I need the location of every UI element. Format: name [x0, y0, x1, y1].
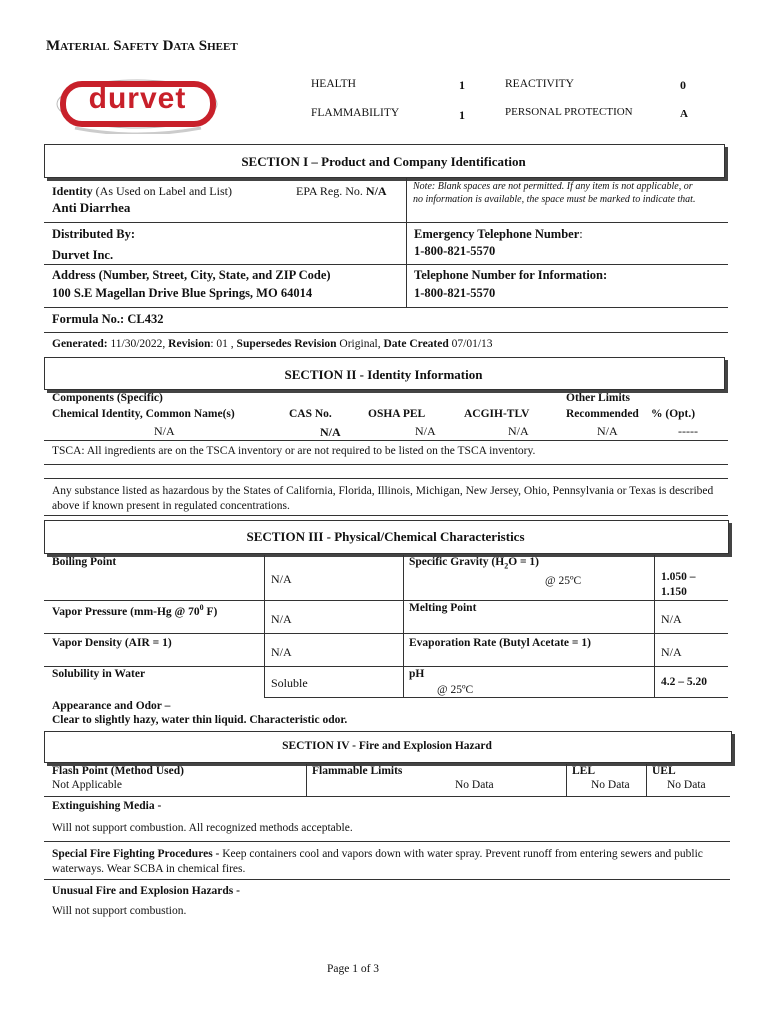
specific-gravity-value-2: 1.150: [661, 586, 687, 598]
distributor-value: Durvet Inc.: [52, 248, 114, 262]
lel-value: No Data: [591, 779, 630, 791]
col-acgih: ACGIH-TLV: [464, 408, 530, 420]
logo-wordmark: durvet: [88, 82, 187, 115]
flash-point-value: Not Applicable: [52, 779, 122, 791]
col-other-line1: Other Limits: [566, 392, 630, 404]
address-value: 100 S.E Magellan Drive Blue Springs, MO 64014: [52, 286, 313, 300]
emergency-phone-label: Emergency Telephone Number:: [414, 227, 583, 241]
lel-label: LEL: [572, 765, 596, 777]
info-phone-value: 1-800-821-5570: [414, 286, 496, 300]
cell-component: N/A: [154, 424, 175, 438]
rating-health-value: 1: [459, 78, 465, 92]
rating-flammability-value: 1: [459, 108, 465, 122]
document-title: Material Safety Data Sheet: [46, 38, 238, 54]
col-components-line2: Chemical Identity, Common Name(s): [52, 408, 235, 420]
col-components-line1: Components (Specific): [52, 392, 163, 404]
appearance-label: Appearance and Odor –: [52, 700, 171, 712]
melting-point-value: N/A: [661, 612, 682, 626]
section-1-title: SECTION I – Product and Company Identification: [241, 154, 526, 169]
blank-space-note: Note: Blank spaces are not permitted. If any item is not applicable, or no information is available, the space must be marked to indicate that.: [413, 181, 696, 205]
emergency-phone-value: 1-800-821-5570: [414, 244, 496, 258]
flammable-limits-value: No Data: [455, 779, 494, 791]
distributed-by-label: Distributed By:: [52, 227, 135, 241]
col-other-line2: Recommended: [566, 408, 639, 420]
boiling-point-label: Boiling Point: [52, 556, 117, 568]
melting-point-label: Melting Point: [409, 602, 477, 614]
vapor-pressure-value: N/A: [271, 612, 292, 626]
specific-gravity-value-1: 1.050 –: [661, 571, 696, 583]
state-hazard-statement: Any substance listed as hazardous by the States of California, Florida, Illinois, Michigan, New Jersey, Ohio, Pennsylvania or Texas is described above if known present in regulated concentrations.: [52, 485, 714, 512]
rating-ppe-label: PERSONAL PROTECTION: [505, 106, 633, 118]
solubility-value: Soluble: [271, 676, 308, 690]
unusual-hazards-label: Unusual Fire and Explosion Hazards -: [52, 885, 240, 897]
solubility-label: Solubility in Water: [52, 668, 146, 680]
vapor-density-label: Vapor Density (AIR = 1): [52, 637, 172, 649]
epa-reg-field: EPA Reg. No. N/A: [296, 184, 387, 198]
cell-other: N/A: [597, 424, 618, 438]
flash-point-label: Flash Point (Method Used): [52, 765, 184, 777]
durvet-logo: [55, 78, 220, 128]
rating-reactivity-label: REACTIVITY: [505, 78, 574, 90]
rating-ppe-value: A: [680, 108, 688, 120]
ph-temp: @ 25ºC: [437, 684, 474, 696]
generation-info: Generated: 11/30/2022, Revision: 01 , Supersedes Revision Original, Date Created 07/01/13: [52, 338, 493, 350]
unusual-hazards-value: Will not support combustion.: [52, 905, 187, 917]
specific-gravity-temp: @ 25ºC: [545, 575, 582, 587]
col-percent: % (Opt.): [651, 408, 696, 420]
address-label: Address (Number, Street, City, State, and ZIP Code): [52, 268, 331, 282]
col-osha: OSHA PEL: [368, 408, 426, 420]
rating-flammability-label: FLAMMABILITY: [311, 107, 400, 119]
info-phone-label: Telephone Number for Information:: [414, 268, 608, 282]
section-2-title: SECTION II - Identity Information: [284, 367, 483, 382]
extinguishing-media-label: Extinguishing Media -: [52, 800, 162, 812]
cell-cas: N/A: [320, 425, 341, 439]
rating-health-label: HEALTH: [311, 78, 356, 90]
evaporation-rate-value: N/A: [661, 645, 682, 659]
tsca-statement: TSCA: All ingredients are on the TSCA inventory or are not required to be listed on the TSCA inventory.: [52, 445, 536, 457]
col-cas: CAS No.: [289, 408, 332, 420]
boiling-point-value: N/A: [271, 572, 292, 586]
section-4-title: SECTION IV - Fire and Explosion Hazard: [282, 740, 492, 752]
uel-value: No Data: [667, 779, 706, 791]
flammable-limits-label: Flammable Limits: [312, 765, 403, 777]
page-number: Page 1 of 3: [326, 963, 380, 975]
appearance-value: Clear to slightly hazy, water thin liquid. Characteristic odor.: [52, 714, 348, 726]
ph-value: 4.2 – 5.20: [661, 676, 707, 688]
identity-value: Anti Diarrhea: [52, 200, 131, 215]
cell-acgih: N/A: [508, 424, 529, 438]
evaporation-rate-label: Evaporation Rate (Butyl Acetate = 1): [409, 637, 591, 649]
cell-osha: N/A: [415, 424, 436, 438]
vapor-density-value: N/A: [271, 645, 292, 659]
specific-gravity-label: Specific Gravity $(H_2O = 1)$: [409, 556, 540, 571]
cell-percent: -----: [678, 424, 698, 438]
vapor-pressure-label: Vapor Pressure (mm-Hg @ $70^0$ F): [52, 603, 218, 618]
identity-field-label: Identity (As Used on Label and List): [52, 184, 232, 198]
ph-label: pH: [409, 668, 425, 680]
extinguishing-media-value: Will not support combustion. All recognized methods acceptable.: [52, 822, 353, 834]
formula-number: Formula No.: CL432: [52, 312, 164, 326]
special-procedures: Special Fire Fighting Procedures - Keep containers cool and vapors down with water spray. Prevent runoff from entering sewers and public waterways. Wear SCBA in chemical fires.: [52, 848, 703, 875]
section-3-title: SECTION III - Physical/Chemical Characteristics: [246, 529, 525, 544]
uel-label: UEL: [652, 765, 676, 777]
rating-reactivity-value: 0: [680, 78, 686, 92]
